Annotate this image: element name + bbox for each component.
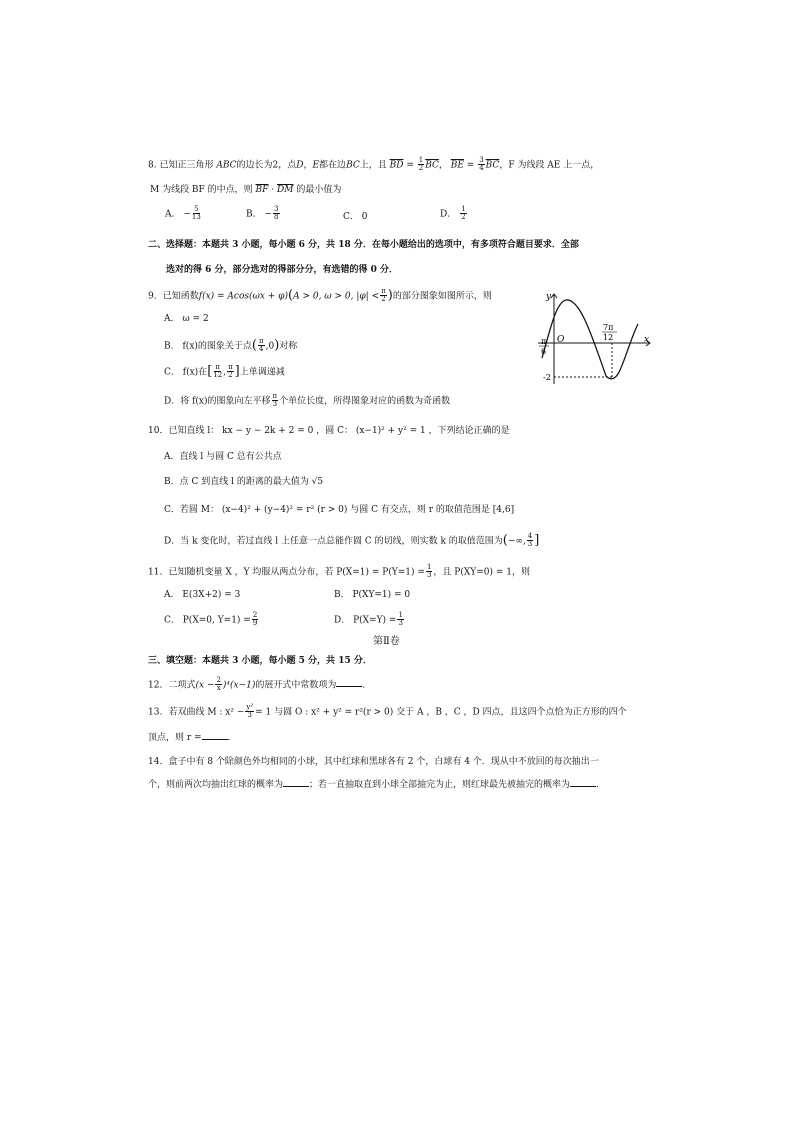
q11-option-a: A． E(3X+2) = 3 xyxy=(164,590,241,600)
x-axis-label: x xyxy=(644,335,650,345)
q11-stem: 11．已知随机变量 X ，Y 均服从两点分布，若 P(X=1) = P(Y=1) = $\frac{1}{3}$ ，且 P(XY=0) = 1，则 xyxy=(148,563,530,580)
q8-option-a: A． − $\frac{5}{13}$ xyxy=(165,205,201,222)
section2-header-line2: 选对的得 6 分，部分选对的得部分分，有选错的得 0 分． xyxy=(166,265,399,275)
q10-option-b: B．点 C 到直线 l 的距离的最大值为 √5 xyxy=(164,477,324,487)
q10-option-c: C．若圆 M： (x−4)² + (y−4)² = r² (r > 0) 与圆 C 有交点，则 r 的取值范围是 [4,6] xyxy=(164,505,515,515)
q8-line1: 8. 已知正三角形 ABC的边长为2，点D，E都在边BC上，且 $\overline{BD}$ = $\frac{1}{2}$ $\overline{BC}$， $\overline{BE}$ = $\frac{3}{4}$ $\overline{BC}$，F 为线段 AE 上一点， xyxy=(148,156,600,173)
q8-option-c: C． 0 xyxy=(343,212,368,222)
q12-line: 12．二项式(x − $\frac{2}{x}$ )⁴(x−1)的展开式中常数项为 ． xyxy=(148,676,372,693)
q9-option-d: D．将 f(x)的图象向左平移 $\frac{\pi}{3}$ 个单位长度，所得图象对应的函数为奇函数 xyxy=(164,392,451,409)
right-tick-denominator: 12 xyxy=(603,333,614,342)
q8-option-d: D． $\frac{1}{2}$ xyxy=(440,205,466,222)
q8-option-b: B． − $\frac{3}{8}$ xyxy=(246,205,279,222)
axis-arrows xyxy=(551,294,650,346)
q11-option-c: C． P(X=0, Y=1) = $\frac{2}{9}$ xyxy=(164,611,258,628)
q14-line1: 14．盒子中有 8 个除颜色外均相同的小球，其中红球和黑球各有 2 个，白球有 4 个．现从中不放回的每次抽出一 xyxy=(148,757,599,767)
q14-line2: 个，则前两次均抽出红球的概率为 ；若一直抽取直到小球全部抽完为止，则红球最先被抽完的概率为 ． xyxy=(148,780,606,790)
q9-cosine-graph xyxy=(536,288,654,388)
min-label: -2 xyxy=(543,373,551,382)
right-tick-numerator: 7π xyxy=(603,323,614,332)
q10-option-a: A．直线 l 与圆 C 总有公共点 xyxy=(164,452,282,462)
q9-stem: 9．已知函数f(x) = Acos(ωx + φ)(A > 0, ω > 0, |φ| < $\frac{\pi}{2}$ )的部分图象如图所示，则 xyxy=(148,287,492,304)
left-tick-denominator: 6 xyxy=(541,347,547,356)
q8-line2: M 为线段 BF 的中点，则 $\overline{BF} \cdot \overline{DM}$ 的最小值为 xyxy=(150,185,342,195)
q10-option-d: D．当 k 变化时，若过直线 l 上任意一点总能作圆 C 的切线，则实数 k 的取值范围为(−∞, $\frac{4}{3}$ ] xyxy=(164,532,540,549)
q13-line2: 顶点，则 r = ． xyxy=(148,733,237,743)
q14-answer-blank-1 xyxy=(283,778,309,787)
section3-header: 三、填空题：本题共 3 小题，每小题 5 分，共 15 分． xyxy=(148,656,372,666)
q13-line1: 13．若双曲线 M : x² − $\frac{\text{y²}}{3}$ = 1 与圆 O : x² + y² = r²(r > 0) 交于 A ，B ，C ，D 四点，且这四个点恰为正方形的四个 xyxy=(148,703,627,720)
section2-header-line1: 二、选择题：本题共 3 小题，每小题 6 分，共 18 分．在每小题给出的选项中，有多项符合题目要求．全部 xyxy=(148,240,579,250)
origin-label: O xyxy=(557,335,565,345)
q12-answer-blank xyxy=(336,678,362,687)
q9-option-c: C． f(x)在[ $\frac{\pi}{12}$ , $\frac{\pi}{2}$ ]上单调递减 xyxy=(164,363,285,380)
q13-answer-blank xyxy=(202,731,228,740)
q9-option-b: B． f(x)的图象关于点( $\frac{\pi}{4}$ ,0)对称 xyxy=(164,337,298,354)
q9-option-a: A． ω = 2 xyxy=(164,314,209,324)
y-axis-label: y xyxy=(546,292,552,302)
q14-answer-blank-2 xyxy=(570,778,596,787)
q11-option-b: B． P(XY=1) = 0 xyxy=(334,590,411,600)
q10-stem: 10．已知直线 l： kx − y − 2k + 2 = 0 ，圆 C： (x−1)² + y² = 1 ，下列结论正确的是 xyxy=(148,426,510,436)
left-tick-numerator: π xyxy=(541,337,547,346)
q11-option-d: D． P(X=Y) = $\frac{1}{3}$ xyxy=(334,611,403,628)
part-two-title: 第Ⅱ卷 xyxy=(373,636,400,647)
